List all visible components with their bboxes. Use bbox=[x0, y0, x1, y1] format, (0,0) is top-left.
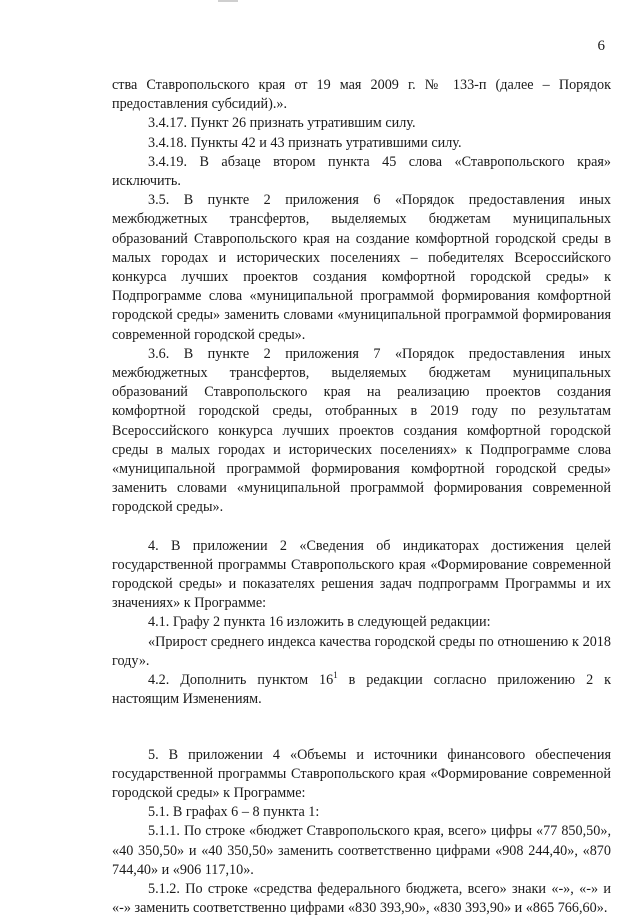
paragraph-continuation: ства Ставропольского края от 19 мая 2009 г. № 133-п (далее – Порядок предоставления субсидий).». bbox=[112, 77, 611, 113]
paragraph-5-1: 5.1. В графах 6 – 8 пункта 1: bbox=[148, 804, 320, 821]
page-number: 6 bbox=[597, 38, 605, 54]
paragraph-5-1-2: 5.1.2. По строке «средства федерального бюджета, всего» знаки «-», «-» и «-» заменить соответственно цифрами «830 393,90», «830 393,90» и «865 766,60». bbox=[112, 880, 611, 917]
paragraph-3-5: 3.5. В пункте 2 приложения 6 «Порядок предоставления иных межбюджетных трансфертов, выделяемых бюджетам муниципальных образований Ставропольского края на создание комфортной городской среды в малых городах и исторических поселениях – победителях Всероссийского конкурса лучших проектов создания комфортной городской среды» к Подпрограмме слова «муниципальной программой формирования комфортной городской среды» заменить словами «муниципальной программой формирования современной городской среды». bbox=[112, 192, 611, 343]
paragraph-5-1-1: 5.1.1. По строке «бюджет Ставропольского края, всего» цифры «77 850,50», «40 350,50» и «40 350,50» заменить соответственно цифрами «908 244,40», «870 744,40» и «906 117,10». bbox=[112, 823, 611, 878]
paragraph-4-1: 4.1. Графу 2 пункта 16 изложить в следующей редакции: bbox=[148, 614, 491, 631]
paragraph-3-4-17: 3.4.17. Пункт 26 признать утратившим силу. bbox=[148, 115, 416, 132]
paragraph-4-2-text: 4.2. Дополнить пунктом 16 bbox=[148, 672, 334, 689]
paragraph-5: 5. В приложении 4 «Объемы и источники финансового обеспечения государственной программы Ставропольского края «Формирование современной городской среды» к Программе: bbox=[112, 746, 611, 801]
scan-mark bbox=[218, 0, 238, 2]
paragraph-3-6: 3.6. В пункте 2 приложения 7 «Порядок предоставления иных межбюджетных трансфертов, выделяемых бюджетам муниципальных образований Ставропольского края на реализацию проектов создания комфортной городской среды, отобранных в 2019 году по результатам Всероссийского конкурса лучших проектов создания комфортной городской среды в малых городах и исторических поселениях» к Подпрограмме слова «муниципальной программой формирования комфортной городской среды» заменить словами «муниципальной программой формирования современной городской среды». bbox=[112, 345, 611, 516]
paragraph-3-4-19: 3.4.19. В абзаце втором пункта 45 слова «Ставропольского края» исключить. bbox=[112, 153, 611, 190]
paragraph-4-2-text-after: в редакции согласно приложению 2 к настоящим Изменениям. bbox=[112, 672, 611, 708]
paragraph-4-1-quote: «Прирост среднего индекса качества городской среды по отношению к 2018 году». bbox=[112, 633, 611, 669]
paragraph-3-4-18: 3.4.18. Пункты 42 и 43 признать утратившими силу. bbox=[148, 134, 462, 151]
superscript-1: 1 bbox=[333, 670, 338, 681]
paragraph-4-2 bbox=[112, 671, 611, 709]
document-body bbox=[112, 76, 611, 918]
paragraph-4: 4. В приложении 2 «Сведения об индикаторах достижения целей государственной программы Ставропольского края «Формирование современной городской среды» и показателях решения задач подпрограмм Программы и их значениях» к Программе: bbox=[112, 537, 611, 612]
